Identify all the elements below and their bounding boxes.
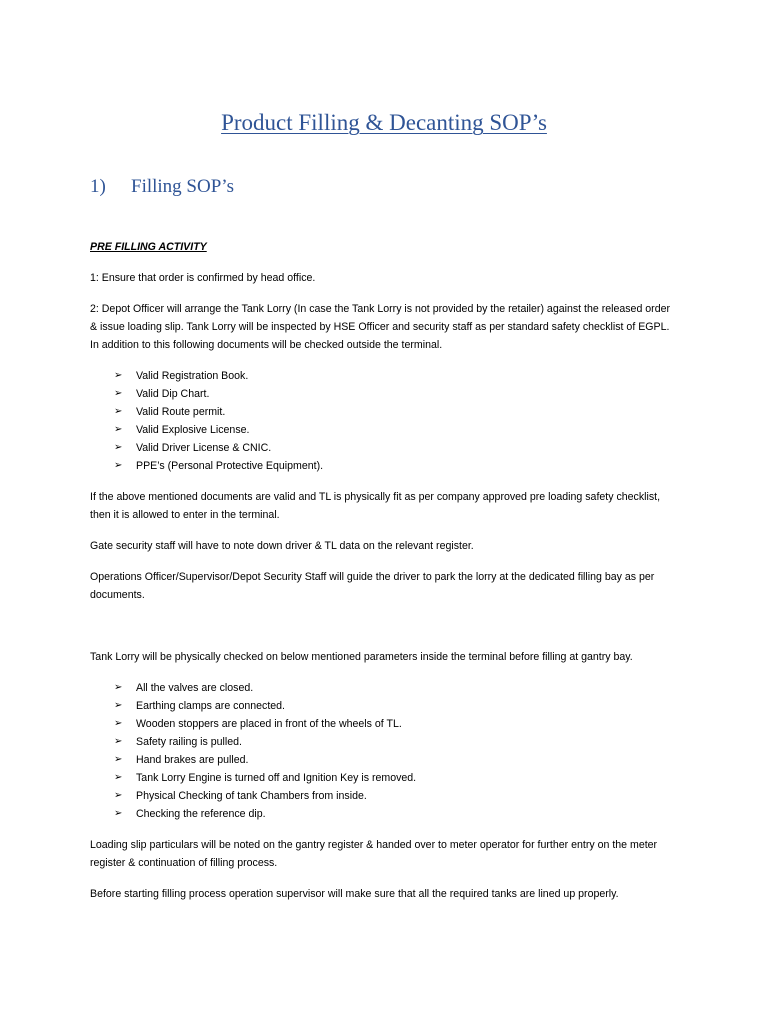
list-item xyxy=(90,769,680,787)
arrowhead-bullet-icon: ➢ xyxy=(114,790,123,801)
paragraph-depot-officer: 2: Depot Officer will arrange the Tank Lorry (In case the Tank Lorry is not provided by the retailer) against the released order & issue loading slip. Tank Lorry will be inspected by HSE Officer and security staff as per standard safety checklist of EGPL. In addition to this following documents will be checked outside the terminal. xyxy=(90,303,671,351)
list-item-text: PPE’s (Personal Protective Equipment). xyxy=(136,460,324,472)
list-item xyxy=(90,679,680,697)
arrowhead-bullet-icon: ➢ xyxy=(114,406,123,417)
paragraph-loading-slip: Loading slip particulars will be noted on the gantry register & handed over to meter operator for further entry on the meter register & continuation of filling process. xyxy=(90,839,658,869)
arrowhead-bullet-icon: ➢ xyxy=(114,718,123,729)
paragraph-operations-officer: Operations Officer/Supervisor/Depot Security Staff will guide the driver to park the lorry at the dedicated filling bay as per documents. xyxy=(90,571,655,601)
list-item xyxy=(90,403,680,421)
list-item-text: Safety railing is pulled. xyxy=(136,736,242,748)
list-item-text: Wooden stoppers are placed in front of the wheels of TL. xyxy=(136,718,402,730)
arrowhead-bullet-icon: ➢ xyxy=(114,388,123,399)
list-item xyxy=(90,439,680,457)
list-item xyxy=(90,697,680,715)
list-item-text: Valid Route permit. xyxy=(136,406,226,418)
list-item xyxy=(90,751,680,769)
list-item-text: Hand brakes are pulled. xyxy=(136,754,249,766)
section-heading-text: Filling SOP’s xyxy=(131,176,234,197)
arrowhead-bullet-icon: ➢ xyxy=(114,808,123,819)
arrowhead-bullet-icon: ➢ xyxy=(114,772,123,783)
list-item xyxy=(90,787,680,805)
arrowhead-bullet-icon: ➢ xyxy=(114,442,123,453)
paragraph-gate-security: Gate security staff will have to note down driver & TL data on the relevant register. xyxy=(90,540,474,552)
arrowhead-bullet-icon: ➢ xyxy=(114,460,123,471)
document-body xyxy=(90,238,680,916)
document-title: Product Filling & Decanting SOP’s xyxy=(221,110,547,135)
arrowhead-bullet-icon: ➢ xyxy=(114,682,123,693)
arrowhead-bullet-icon: ➢ xyxy=(114,424,123,435)
parameters-checklist xyxy=(90,679,680,823)
arrowhead-bullet-icon: ➢ xyxy=(114,700,123,711)
paragraph-documents-valid: If the above mentioned documents are valid and TL is physically fit as per company approved pre loading safety checklist, then it is allowed to enter in the terminal. xyxy=(90,491,661,521)
arrowhead-bullet-icon: ➢ xyxy=(114,754,123,765)
paragraph-order-confirmation: 1: Ensure that order is confirmed by head office. xyxy=(90,272,316,284)
list-item xyxy=(90,385,680,403)
paragraph-physical-check: Tank Lorry will be physically checked on below mentioned parameters inside the terminal before filling at gantry bay. xyxy=(90,651,633,663)
list-item xyxy=(90,367,680,385)
list-item-text: Tank Lorry Engine is turned off and Ignition Key is removed. xyxy=(136,772,417,784)
list-item xyxy=(90,805,680,823)
list-item-text: Valid Explosive License. xyxy=(136,424,250,436)
list-item-text: Earthing clamps are connected. xyxy=(136,700,285,712)
documents-checklist xyxy=(90,367,680,475)
list-item-text: All the valves are closed. xyxy=(136,682,254,694)
paragraph-tanks-lined-up: Before starting filling process operation supervisor will make sure that all the required tanks are lined up properly. xyxy=(90,888,619,900)
list-item-text: Checking the reference dip. xyxy=(136,808,266,820)
subheading-pre-filling: PRE FILLING ACTIVITY xyxy=(90,241,207,253)
arrowhead-bullet-icon: ➢ xyxy=(114,736,123,747)
list-item-text: Valid Dip Chart. xyxy=(136,388,210,400)
list-item-text: Valid Registration Book. xyxy=(136,370,249,382)
section-number: 1) xyxy=(90,176,106,197)
list-item xyxy=(90,715,680,733)
list-item xyxy=(90,457,680,475)
blank-space xyxy=(90,617,680,648)
list-item xyxy=(90,421,680,439)
section-heading xyxy=(90,176,234,198)
list-item xyxy=(90,733,680,751)
arrowhead-bullet-icon: ➢ xyxy=(114,370,123,381)
list-item-text: Valid Driver License & CNIC. xyxy=(136,442,272,454)
list-item-text: Physical Checking of tank Chambers from inside. xyxy=(136,790,367,802)
